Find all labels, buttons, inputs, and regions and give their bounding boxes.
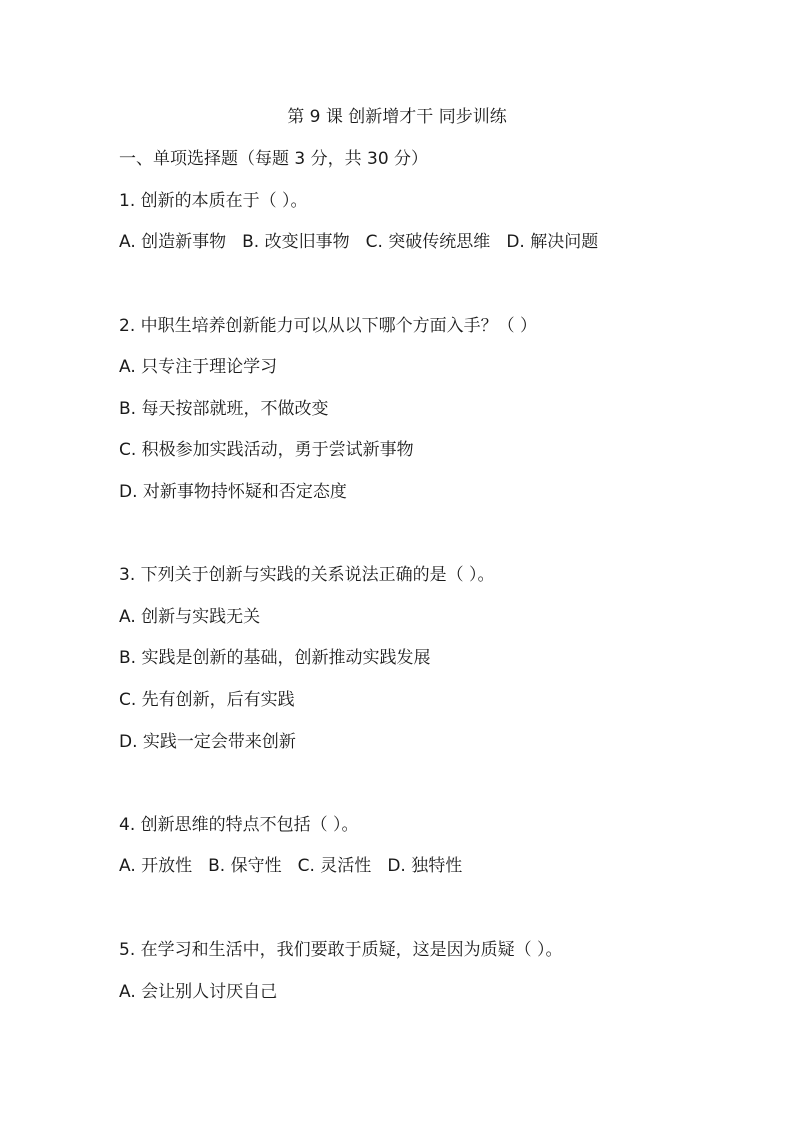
question-1-option-b: B. 改变旧事物 — [242, 232, 350, 252]
question-5-option-a: A. 会让别人讨厌自己 — [119, 982, 278, 1002]
question-4-options — [119, 855, 478, 877]
question-3-option-c: C. 先有创新，后有实践 — [119, 690, 295, 710]
question-5-stem: 5. 在学习和生活中，我们要敢于质疑，这是因为质疑（ ）。 — [119, 940, 563, 960]
question-4-stem: 4. 创新思维的特点不包括（ ）。 — [119, 815, 359, 835]
question-2-option-d: D. 对新事物持怀疑和否定态度 — [119, 482, 347, 502]
question-2-option-a: A. 只专注于理论学习 — [119, 357, 278, 377]
question-2-option-b: B. 每天按部就班，不做改变 — [119, 399, 329, 419]
page-title: 第 9 课 创新增才干 同步训练 — [287, 107, 507, 127]
question-4-option-d: D. 独特性 — [387, 856, 463, 876]
question-1-option-a: A. 创造新事物 — [119, 232, 227, 252]
question-3-option-b: B. 实践是创新的基础，创新推动实践发展 — [119, 648, 431, 668]
question-1-options — [119, 231, 614, 253]
question-4-option-c: C. 灵活性 — [297, 856, 372, 876]
question-3-stem: 3. 下列关于创新与实践的关系说法正确的是（ ）。 — [119, 565, 495, 585]
question-4-option-b: B. 保守性 — [208, 856, 282, 876]
question-2-option-c: C. 积极参加实践活动，勇于尝试新事物 — [119, 440, 414, 460]
question-1-option-d: D. 解决问题 — [506, 232, 599, 252]
question-3-option-a: A. 创新与实践无关 — [119, 607, 261, 627]
question-1-option-c: C. 突破传统思维 — [365, 232, 491, 252]
section-heading: 一、单项选择题（每题 3 分，共 30 分） — [119, 149, 429, 169]
question-1-stem: 1. 创新的本质在于（ ）。 — [119, 191, 308, 211]
question-2-stem: 2. 中职生培养创新能力可以从以下哪个方面入手？（ ） — [119, 316, 538, 336]
question-4-option-a: A. 开放性 — [119, 856, 193, 876]
question-3-option-d: D. 实践一定会带来创新 — [119, 732, 296, 752]
